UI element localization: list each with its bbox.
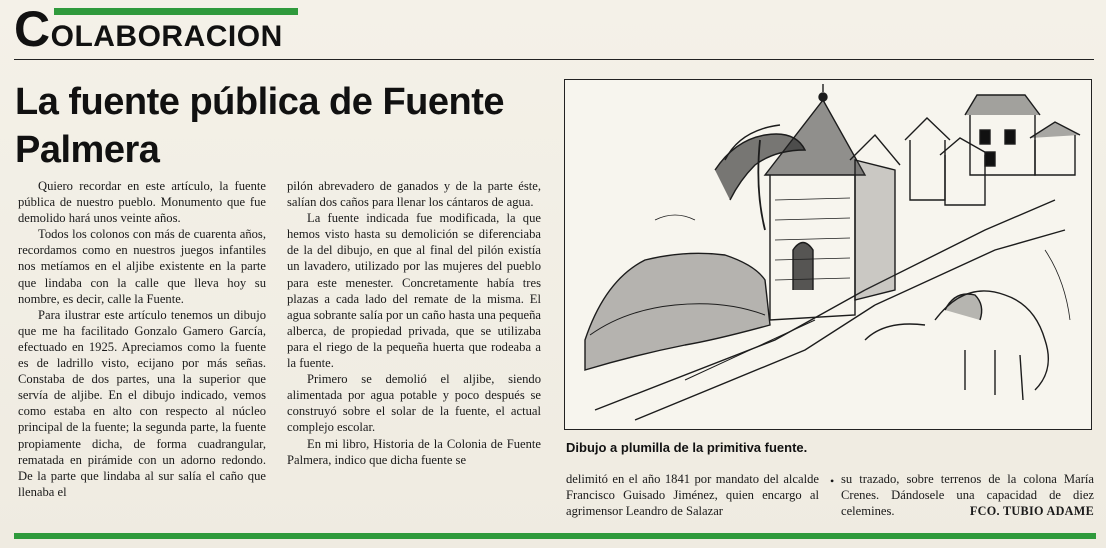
article-column-3 xyxy=(566,471,819,519)
paragraph: pilón abrevadero de ganados y de la parte éste, salían dos caños para llenar los cántaros de agua. xyxy=(287,179,541,210)
article-column-1 xyxy=(18,178,266,500)
footer-accent-bar xyxy=(14,533,1096,539)
article-column-4 xyxy=(841,471,1094,519)
paragraph: Primero se demolió el aljibe, siendo alimentada por agua potable y poco después se construyó sobre el solar de la fuente, el actual complejo escolar. xyxy=(287,372,541,435)
section-title xyxy=(14,1,283,57)
author-byline: FCO. TUBIO ADAME xyxy=(969,504,1094,519)
header-rule xyxy=(14,59,1094,60)
fountain-illustration xyxy=(564,79,1092,430)
paragraph-text: su trazado, sobre terrenos de la colona María Crenes. Dándosele una capacidad de diez celemines. xyxy=(841,472,1094,519)
paragraph: Quiero recordar en este artículo, la fuente pública de nuestro pueblo. Monumento que fue demolido hará unos veinte años. xyxy=(18,179,266,226)
paragraph xyxy=(841,471,1094,519)
column-bullet: • xyxy=(830,474,835,488)
paragraph: Para ilustrar este artículo tenemos un dibujo que me ha facilitado Gonzalo Gamero García, efectuado en 1925. Apreciamos como la fuente es de ladrillo visto, ecijano por más señas. Constaba de dos partes, una la superior que servía de aljibe. En el dibujo indicado, vemos como estaba en alto con respecto al núcleo principal de la fuente; la segunda parte, la fuente propiamente dicha, de forma cuadrangular, rematada en pirámide con un adorno redondo. De la parte que lindaba al sur salía el caño que llenaba el xyxy=(18,307,266,499)
paragraph: Todos los colonos con más de cuarenta años, recordamos como en nuestros juegos infantiles nos metíamos en el aljibe existente en la parte que lindaba con la calle que lleva hoy su nombre, es decir, calle la Fuente. xyxy=(18,227,266,306)
pen-drawing-image xyxy=(565,80,1091,429)
paragraph: En mi libro, Historia de la Colonia de Fuente Palmera, indico que dicha fuente se xyxy=(287,436,541,467)
section-title-initial: C xyxy=(14,1,51,57)
figure-caption: Dibujo a plumilla de la primitiva fuente. xyxy=(566,440,808,455)
paragraph: delimitó en el año 1841 por mandato del alcalde Francisco Guisado Jiménez, quien encargo al agrimensor Leandro de Salazar xyxy=(566,472,819,519)
section-title-rest: OLABORACION xyxy=(50,20,283,53)
article-column-2 xyxy=(287,178,541,468)
paragraph: La fuente indicada fue modificada, la que hemos visto hasta su demolición se diferenciaba de la del dibujo, en que al final del pilón existía un lavadero, utilizado por las mujeres del pueblo para este menester. Concretamente había tres plazas a cada lado del remate de la misma. El agua sobrante salía por un caño hasta una pequeña alberca, de propiedad privada, que se utilizaba para el riego de la pequeña huerta que rodeaba a la fuente. xyxy=(287,211,541,371)
article-headline: La fuente pública de Fuente Palmera xyxy=(15,81,504,171)
